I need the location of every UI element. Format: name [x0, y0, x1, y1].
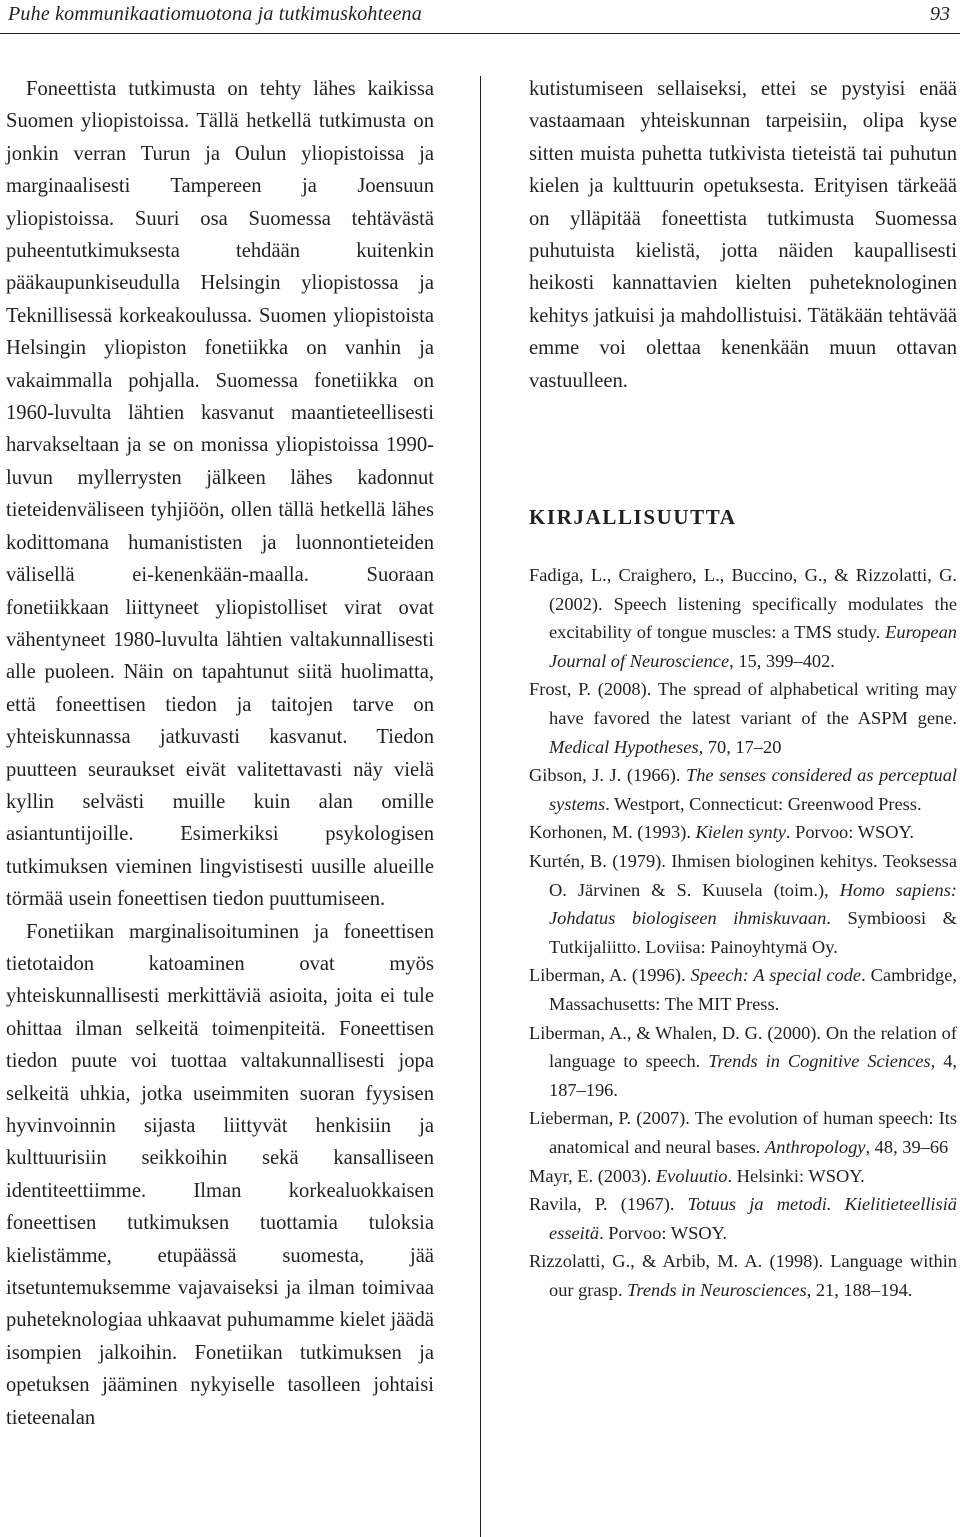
reference-item: Rizzolatti, G., & Arbib, M. A. (1998). Language within our grasp. Trends in Neurosciences, 21, 188–194. [529, 1251, 957, 1300]
running-title: Puhe kommunikaatiomuotona ja tutkimuskohteena [8, 3, 422, 25]
page-number: 93 [930, 3, 950, 25]
reference-item: Kurtén, B. (1979). Ihmisen biologinen kehitys. Teoksessa O. Järvinen & S. Kuusela (toim.), Homo sapiens: Johdatus biologiseen ihmiskuvaan. Symbioosi & Tutkijaliitto. Loviisa: Painoyhtymä Oy. [529, 851, 957, 957]
reference-item: Fadiga, L., Craighero, L., Buccino, G., & Rizzolatti, G. (2002). Speech listening specifically modulates the excitability of tongue muscles: a TMS study. European Journal of Neuroscience, 15, 399–402. [529, 565, 957, 671]
left-column [6, 73, 434, 1434]
references-heading: KIRJALLISUUTTA [529, 505, 737, 530]
right-column [529, 73, 957, 1305]
reference-list [529, 561, 957, 1304]
body-paragraph: kutistumiseen sellaiseksi, ettei se pystyisi enää vastaamaan yhteiskunnan tarpeisiin, olipa kyse sitten muista puhetta tutkivista tieteistä tai puhutun kielen ja kulttuurin opetuksesta. Erityisen tärkeää on ylläpitää foneettista tutkimusta Suomessa puhutuista kielistä, jotta näiden kaupallisesti heikosti kannattavien kielten puheteknologinen kehitys jatkuisi ja mahdollistuisi. Tätäkään tehtävää emme voi olettaa kenenkään muun ottavan vastuulleen. [529, 78, 957, 392]
reference-item: Frost, P. (2008). The spread of alphabetical writing may have favored the latest variant of the ASPM gene. Medical Hypotheses, 70, 17–20 [529, 679, 957, 757]
reference-item: Lieberman, P. (2007). The evolution of human speech: Its anatomical and neural bases. Anthropology, 48, 39–66 [529, 1108, 957, 1157]
body-paragraph: Foneettista tutkimusta on tehty lähes kaikissa Suomen yliopistoissa. Tällä hetkellä tutkimusta on jonkin verran Turun ja Oulun yliopistoissa ja marginaalisesti Tampereen ja Joensuun yliopistoissa. Suuri osa Suomessa tehtävästä puheentutkimuksesta tehdään kuitenkin pääkaupunkiseudulla Helsingin yliopistossa ja Teknillisessä korkeakoulussa. Suomen yliopistoista Helsingin yliopiston fonetiikka on vanhin ja vakaimmalla pohjalla. Suomessa fonetiikka on 1960-luvulta lähtien kasvanut maantieteellisesti harvakseltaan ja se on monissa yliopistoissa 1990-luvun myllerrysten jälkeen lähes kadonnut tieteidenväliseen tyhjiöön, ollen tällä hetkellä lähes kodittomana humanististen ja luonnontieteiden välisellä ei-kenenkään-maalla. Suoraan fonetiikkaan liittyneet yliopistolliset virat ovat vähentyneet 1980-luvulta lähtien valtakunnallisesti alle puoleen. Näin on tapahtunut siitä huolimatta, että foneettisen tiedon ja taitojen tarve on yhteiskunnassa jatkuvasti kasvanut. Tiedon puutteen seuraukset eivät valitettavasti näy vielä kyllin selvästi muille kuin alan omille asiantuntijoille. Esimerkiksi psykologisen tutkimuksen vieminen lingvistisesti uusille alueille törmää usein foneettisen tiedon puuttumiseen. [6, 78, 434, 911]
reference-item: Liberman, A. (1996). Speech: A special code. Cambridge, Massachusetts: The MIT Press. [529, 965, 957, 1014]
page-header [0, 0, 960, 30]
reference-item: Gibson, J. J. (1966). The senses considered as perceptual systems. Westport, Connecticut: Greenwood Press. [529, 765, 957, 814]
reference-item: Korhonen, M. (1993). Kielen synty. Porvoo: WSOY. [529, 822, 914, 843]
body-paragraph: Fonetiikan marginalisoituminen ja foneettisen tietotaidon katoaminen ovat myös yhteiskunnallisesti merkittäviä asioita, joita ei tule ohittaa ilman selkeitä toimenpiteitä. Foneettisen tiedon puute voi tuottaa valtakunnallisesti jopa selkeitä uhkia, jotka useimmiten suoran fyysisen hyvinvoinnin sijasta liittyvät henkisiin ja kulttuurisiin seikkoihin sekä kansalliseen identiteettiimme. Ilman korkealuokkaisen foneettisen tutkimuksen tuottamia tuloksia kielistämme, etupäässä suomesta, jää itsetuntemuksemme vajavaiseksi ja ilman toimivaa puheteknologiaa uhkaavat puhumamme kielet jäädä isompien jalkoihin. Fonetiikan tutkimuksen ja opetuksen jääminen nykyiselle tasolleen johtaisi tieteenalan [6, 920, 434, 1429]
reference-item: Mayr, E. (2003). Evoluutio. Helsinki: WSOY. [529, 1165, 865, 1186]
header-rule [0, 33, 960, 34]
reference-item: Ravila, P. (1967). Totuus ja metodi. Kielitieteellisiä esseitä. Porvoo: WSOY. [529, 1194, 957, 1243]
column-divider [480, 76, 481, 1537]
reference-item: Liberman, A., & Whalen, D. G. (2000). On the relation of language to speech. Trends in Cognitive Sciences, 4, 187–196. [529, 1022, 957, 1100]
